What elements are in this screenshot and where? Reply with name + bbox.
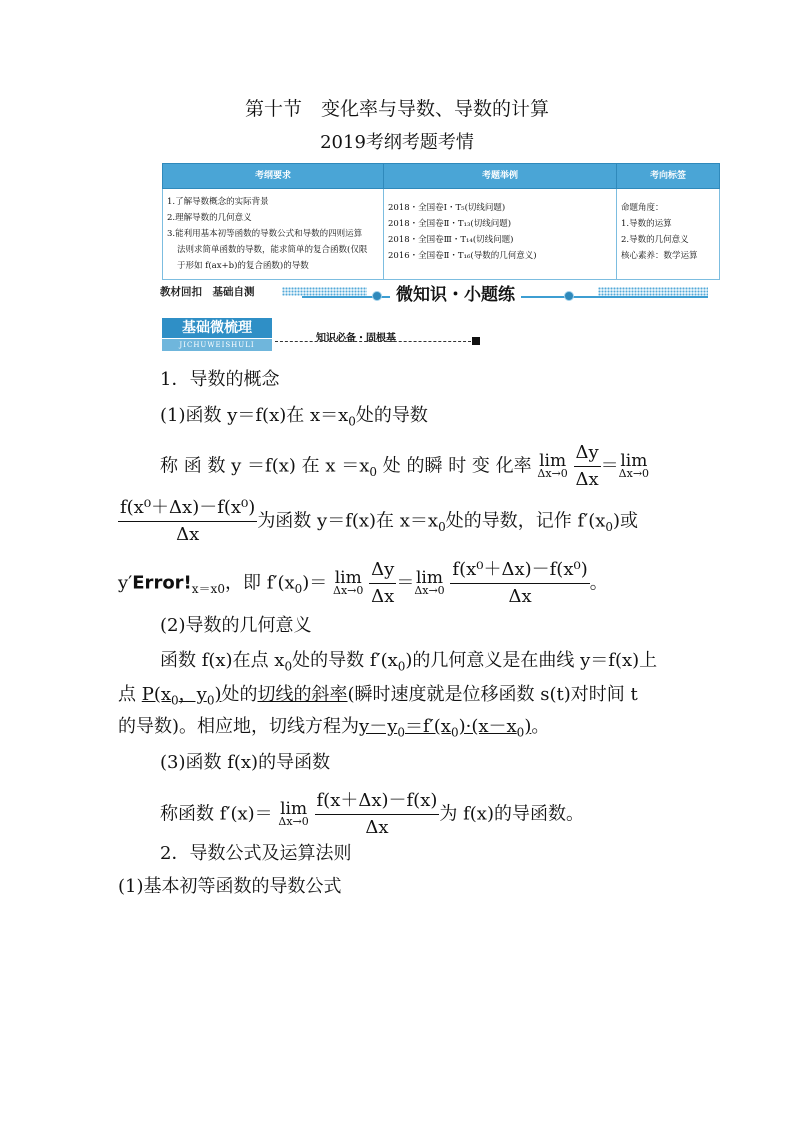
text: 点 — [118, 684, 136, 705]
paragraph-line — [160, 440, 649, 493]
syllabus-table — [162, 163, 720, 280]
subscript: 0 — [171, 693, 179, 708]
text: 0 — [217, 582, 225, 597]
paragraph-line — [160, 788, 584, 841]
subscript — [192, 582, 225, 596]
numerator: Δy — [369, 557, 396, 584]
requirement-line: 法则求简单函数的导数，能求简单的复合函数(仅限 — [177, 245, 368, 255]
numerator: f(x＋Δx)－f(x) — [315, 788, 440, 815]
text: y′ — [118, 572, 133, 594]
lim-under: Δx→0 — [414, 584, 445, 597]
text: ＝f′(x — [405, 716, 451, 737]
section-bar-title: 微知识・小题练 — [390, 280, 521, 305]
subheading-4: (1)基本初等函数的导数公式 — [118, 876, 342, 897]
text: 处的导数，记作 f′(x — [445, 510, 606, 532]
tag-line: 1.导数的运算 — [621, 219, 672, 229]
example-line: 2016・全国卷Ⅱ・T₁₆(导数的几何意义) — [388, 251, 537, 261]
limit-symbol — [537, 451, 568, 480]
requirement-line: 于形如 f(ax+b)的复合函数)的导数 — [177, 261, 309, 271]
subheading-3: (3)函数 f(x)的导函数 — [160, 752, 331, 773]
subscript: 0 — [605, 520, 614, 535]
limit-symbol — [414, 568, 445, 597]
equals: ＝ — [600, 455, 619, 477]
text: 处的 — [221, 684, 258, 705]
tangent-equation — [359, 716, 532, 740]
subheading-2: (2)导数的几何意义 — [160, 615, 312, 636]
example-line: 2018・全国卷Ⅱ・T₁₃(切线问题) — [388, 219, 512, 229]
heading-2: 2．导数公式及运算法则 — [160, 843, 352, 864]
page-title: 第十节 变化率与导数、导数的计算 — [244, 98, 549, 120]
fraction — [118, 495, 257, 548]
numerator: f(x⁰＋Δx)－f(x⁰) — [118, 495, 257, 522]
text: )＝ — [302, 572, 328, 594]
limit-symbol — [333, 568, 364, 597]
section-badge — [162, 318, 272, 352]
lim-text: lim — [539, 451, 567, 471]
text: ，y — [178, 684, 207, 705]
text: 称 函 数 y ＝f(x) 在 x ＝x — [160, 455, 370, 477]
square-icon — [472, 337, 480, 345]
subscript: 0 — [450, 725, 459, 740]
requirement-line: 1.了解导数概念的实际背景 — [167, 197, 269, 207]
subscript: 0 — [369, 465, 378, 480]
example-line: 2018・全国卷Ⅲ・T₁₄(切线问题) — [388, 235, 514, 245]
tag-line: 命题角度： — [621, 203, 664, 213]
point-text — [141, 684, 222, 708]
bullet-icon — [372, 291, 382, 301]
requirement-line: 3.能利用基本初等函数的导数公式和导数的四则运算 — [167, 229, 363, 239]
heading-1: 1．导数的概念 — [160, 369, 280, 390]
section-bar-left-label: 教材回扣 基础自测 — [160, 286, 255, 298]
paragraph-line — [118, 714, 549, 746]
paragraph-line — [118, 495, 638, 548]
badge-subtitle: JICHUWEISHULI — [162, 339, 272, 351]
table-header-row — [163, 164, 720, 189]
lim-under: Δx→0 — [618, 467, 650, 480]
dots-decoration — [282, 287, 367, 296]
lim-text: lim — [620, 451, 648, 471]
subscript: 0 — [294, 582, 303, 597]
fraction — [369, 557, 396, 610]
denominator: Δx — [365, 817, 389, 838]
text: y－y — [359, 716, 398, 737]
lim-text: lim — [280, 799, 308, 819]
badge-tag: 知识必备・固根基 — [316, 333, 396, 344]
fraction — [450, 557, 589, 610]
text: )·(x－x — [458, 716, 517, 737]
text: 函数 f(x)在点 x — [160, 650, 285, 671]
lim-text: lim — [334, 568, 362, 588]
text: (瞬时速度就是位移函数 s(t)对时间 t — [347, 684, 638, 705]
denominator: Δx — [575, 469, 599, 490]
lim-under: Δx→0 — [333, 584, 364, 597]
tags-cell — [617, 189, 720, 280]
text: P(x — [141, 684, 172, 705]
text: 处 的瞬 时 变 化率 — [382, 455, 532, 477]
lim-under: Δx→0 — [278, 815, 309, 828]
subscript: 0 — [206, 693, 215, 708]
slope-text: 切线的斜率 — [257, 684, 348, 705]
text: 称函数 f′(x)＝ — [160, 803, 273, 825]
examples-cell — [384, 189, 617, 280]
text: 。 — [589, 572, 608, 594]
bullet-icon — [564, 291, 574, 301]
dashed-line — [275, 341, 471, 342]
text: )或 — [613, 510, 639, 532]
example-line: 2018・全国卷Ⅰ・T₅(切线问题) — [388, 203, 506, 213]
requirements-cell — [163, 189, 384, 280]
paragraph-line — [118, 557, 608, 610]
dots-decoration — [598, 287, 708, 296]
limit-symbol — [278, 799, 309, 828]
numerator: f(x⁰＋Δx)－f(x⁰) — [450, 557, 589, 584]
subscript: 0 — [516, 725, 525, 740]
numerator: Δy — [574, 440, 601, 467]
col-header: 考纲要求 — [163, 164, 384, 189]
paragraph-line — [160, 648, 657, 680]
text: 。 — [531, 716, 550, 737]
limit-symbol — [618, 451, 650, 480]
text: ) — [524, 716, 532, 737]
lim-under: Δx→0 — [537, 467, 568, 480]
subscript: 0 — [397, 725, 406, 740]
col-header: 考题举例 — [384, 164, 617, 189]
page-subtitle: 2019考纲考题考情 — [320, 132, 474, 153]
text: ) — [214, 684, 222, 705]
col-header: 考向标签 — [617, 164, 720, 189]
denominator: Δx — [371, 586, 395, 607]
tag-line: 2.导数的几何意义 — [621, 235, 689, 245]
text: ，即 f′(x — [224, 572, 295, 594]
tag-line: 核心素养：数学运算 — [621, 251, 698, 261]
text: (1)函数 y＝f(x)在 x＝x — [160, 405, 349, 426]
subscript: 0 — [284, 659, 293, 674]
subheading-1 — [160, 403, 428, 435]
requirement-line: 2.理解导数的几何意义 — [167, 213, 252, 223]
text: 处的导数 f′(x — [292, 650, 398, 671]
denominator: Δx — [176, 524, 200, 545]
lim-text: lim — [416, 568, 443, 588]
fraction — [574, 440, 601, 493]
text: )的几何意义是在曲线 y＝f(x)上 — [405, 650, 658, 671]
text: 处的导数 — [355, 405, 428, 426]
badge-title: 基础微梳理 — [162, 318, 272, 338]
fraction — [315, 788, 440, 841]
table-row — [163, 189, 720, 280]
denominator: Δx — [508, 586, 532, 607]
text: 的导数)。相应地，切线方程为 — [118, 716, 360, 737]
paragraph-line — [118, 682, 638, 714]
text: 为 f(x)的导函数。 — [439, 803, 584, 825]
text: 为函数 y＝f(x)在 x＝x — [257, 510, 439, 532]
subscript: 0 — [438, 520, 446, 535]
equals: ＝ — [396, 572, 415, 594]
text: x＝x — [191, 582, 218, 597]
subscript: 0 — [348, 414, 356, 429]
error-text: Error! — [132, 572, 192, 594]
section-bar — [160, 284, 708, 305]
subscript: 0 — [397, 659, 406, 674]
